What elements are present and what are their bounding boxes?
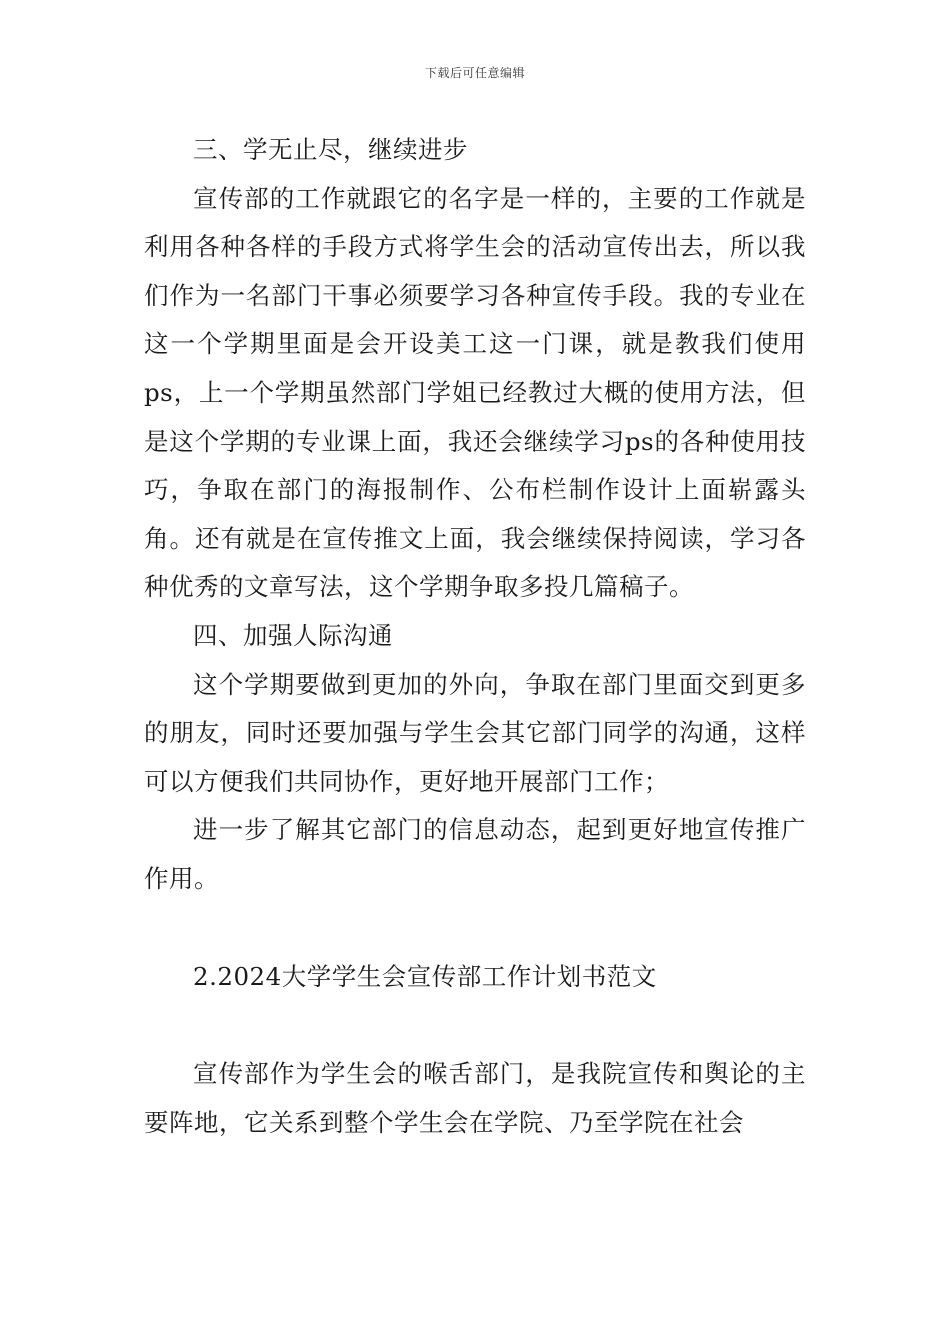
section-heading: 四、加强人际沟通 — [193, 620, 393, 650]
body-paragraph: 进一步了解其它部门的信息动态，起到更好地宣传推广作用。 — [144, 815, 806, 893]
body-paragraph: 这个学期要做到更加的外向，争取在部门里面交到更多的朋友，同时还要加强与学生会其它部门同学的沟通，这样可以方便我们共同协作，更好地开展部门工作； — [144, 669, 806, 796]
page-header: 下载后可任意编辑 — [424, 66, 525, 80]
document-title: 2.2024大学学生会宣传部工作计划书范文 — [193, 961, 657, 991]
spacer — [144, 1001, 806, 1050]
document-body — [144, 126, 806, 1147]
body-paragraph: 宣传部的工作就跟它的名字是一样的，主要的工作就是利用各种各样的手段方式将学生会的活动宣传出去，所以我们作为一名部门干事必须要学习各种宣传手段。我的专业在这一个学期里面是会开设美工这一门课，就是教我们使用ps，上一个学期虽然部门学姐已经教过大概的使用方法，但是这个学期的专业课上面，我还会继续学习ps的各种使用技巧，争取在部门的海报制作、公布栏制作设计上面崭露头角。还有就是在宣传推文上面，我会继续保持阅读，学习各种优秀的文章写法，这个学期争取多投几篇稿子。 — [144, 183, 806, 602]
spacer — [144, 904, 806, 953]
section-heading: 三、学无止尽，继续进步 — [193, 135, 468, 164]
body-paragraph: 宣传部作为学生会的喉舌部门，是我院宣传和舆论的主要阵地，它关系到整个学生会在学院、乃至学院在社会 — [144, 1059, 806, 1137]
